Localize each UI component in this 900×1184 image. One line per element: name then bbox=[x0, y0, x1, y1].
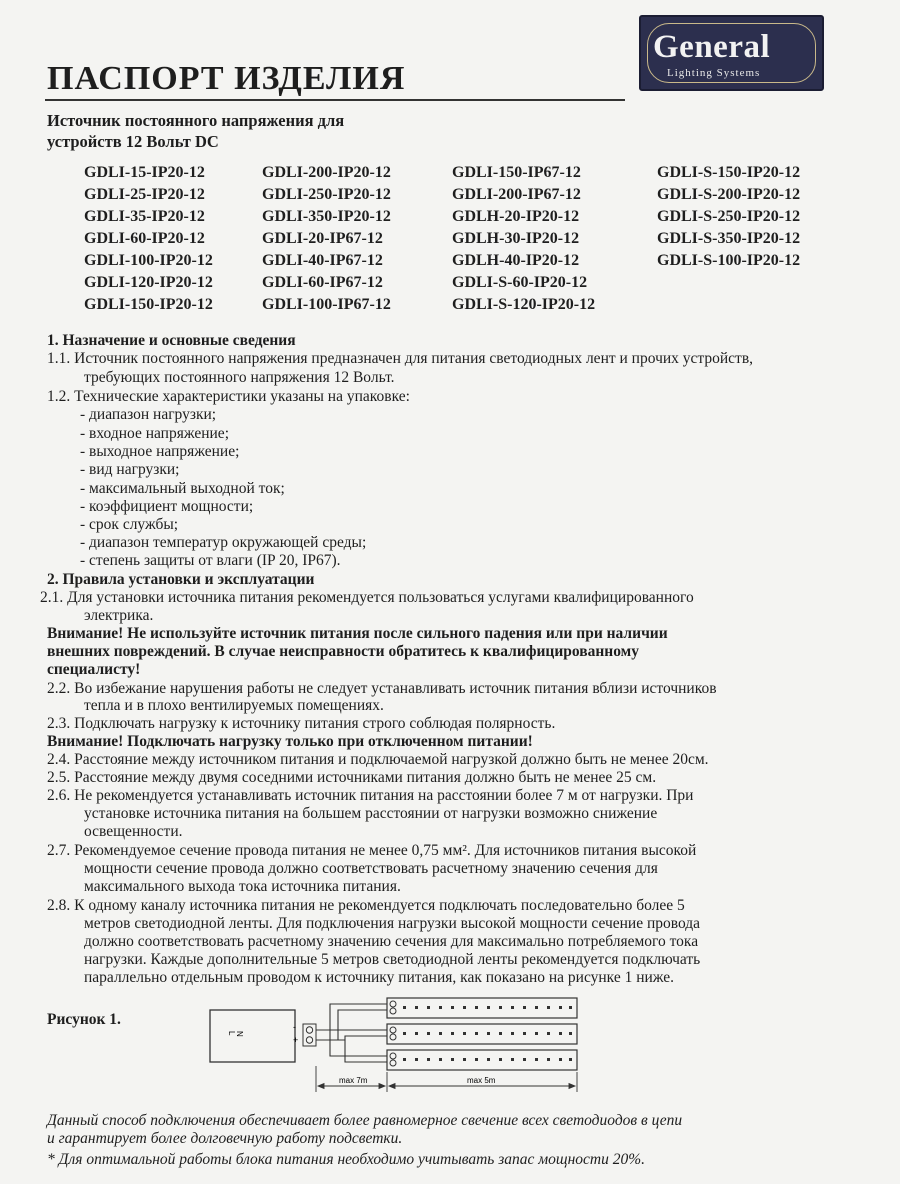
warning-line: Внимание! Не используйте источник питания после сильного падения или при наличии bbox=[47, 625, 668, 642]
footer-note: и гарантирует более долговечную работу подсветки. bbox=[47, 1130, 403, 1147]
model-code: GDLI-60-IP67-12 bbox=[262, 274, 383, 291]
warning-line: внешних повреждений. В случае неисправности обратитесь к квалифицированному bbox=[47, 643, 639, 660]
list-item: - входное напряжение; bbox=[80, 425, 229, 442]
model-column-3 bbox=[452, 162, 595, 316]
model-code: GDLI-15-IP20-12 bbox=[84, 164, 205, 181]
model-code: GDLI-35-IP20-12 bbox=[84, 208, 205, 225]
subtitle-line: устройств 12 Вольт DC bbox=[47, 132, 219, 151]
text-line: 2.4. Расстояние между источником питания и подключаемой нагрузкой должно быть не менее 20см. bbox=[47, 751, 709, 768]
model-code: GDLI-S-200-IP20-12 bbox=[657, 186, 801, 203]
model-code: GDLH-30-IP20-12 bbox=[452, 230, 580, 247]
model-code: GDLH-40-IP20-12 bbox=[452, 252, 580, 269]
text-line: 1.1. Источник постоянного напряжения предназначен для питания светодиодных лент и прочих устройств, bbox=[47, 350, 754, 367]
max-strip-label: max 5m bbox=[467, 1076, 496, 1085]
psu-in-l: L bbox=[227, 1031, 236, 1036]
model-code: GDLI-25-IP20-12 bbox=[84, 186, 205, 203]
psu-in-n: N bbox=[235, 1031, 244, 1037]
model-code: GDLI-S-60-IP20-12 bbox=[452, 274, 588, 291]
model-code: GDLI-150-IP67-12 bbox=[452, 164, 581, 181]
text-line: 2.1. Для установки источника питания рекомендуется пользоваться услугами квалифицированного bbox=[40, 589, 694, 606]
footer-note: Данный способ подключения обеспечивает более равномерное свечение всех светодиодов в цепи bbox=[47, 1112, 683, 1129]
model-code: GDLI-100-IP67-12 bbox=[262, 296, 391, 313]
list-item: - вид нагрузки; bbox=[80, 461, 180, 478]
model-code: GDLI-200-IP20-12 bbox=[262, 164, 391, 181]
subtitle-line: Источник постоянного напряжения для bbox=[47, 111, 345, 130]
psu-out-minus: - bbox=[293, 1022, 296, 1032]
model-code: GDLI-350-IP20-12 bbox=[262, 208, 391, 225]
title-divider bbox=[45, 99, 625, 101]
model-code: GDLI-200-IP67-12 bbox=[452, 186, 581, 203]
model-code: GDLI-60-IP20-12 bbox=[84, 230, 205, 247]
document-title: ПАСПОРТ ИЗДЕЛИЯ bbox=[47, 60, 406, 97]
list-item: - коэффициент мощности; bbox=[80, 498, 254, 515]
wiring-diagram bbox=[205, 996, 595, 1100]
text-line: метров светодиодной ленты. Для подключения нагрузки высокой мощности сечение провода bbox=[84, 915, 701, 932]
model-code: GDLI-100-IP20-12 bbox=[84, 252, 213, 269]
text-line: установке источника питания на большем расстоянии от нагрузки возможно снижение bbox=[84, 805, 658, 822]
text-line: требующих постоянного напряжения 12 Вольт. bbox=[84, 369, 395, 386]
list-item: - диапазон нагрузки; bbox=[80, 406, 217, 423]
text-line: 2.5. Расстояние между двумя соседними источниками питания должно быть не менее 25 см. bbox=[47, 769, 657, 786]
led-dots bbox=[403, 1006, 572, 1061]
model-code: GDLI-20-IP67-12 bbox=[262, 230, 383, 247]
product-subtitle bbox=[47, 110, 344, 152]
text-line: 2.7. Рекомендуемое сечение провода питания не менее 0,75 мм². Для источников питания высокой bbox=[47, 842, 697, 859]
max-wire-label: max 7m bbox=[339, 1076, 368, 1085]
text-line: электрика. bbox=[84, 607, 154, 624]
section-heading: 2. Правила установки и эксплуатации bbox=[47, 571, 315, 588]
section-heading: 1. Назначение и основные сведения bbox=[47, 332, 296, 349]
text-line: нагрузки. Каждые дополнительные 5 метров светодиодной ленты рекомендуется подключать bbox=[84, 951, 701, 968]
brand-logo bbox=[639, 15, 824, 91]
model-code: GDLI-120-IP20-12 bbox=[84, 274, 213, 291]
list-item: - максимальный выходной ток; bbox=[80, 480, 285, 497]
text-line: 1.2. Технические характеристики указаны на упаковке: bbox=[47, 388, 410, 405]
psu-out-plus: + bbox=[293, 1035, 299, 1045]
list-item: - диапазон температур окружающей среды; bbox=[80, 534, 367, 551]
figure-caption: Рисунок 1. bbox=[47, 1011, 121, 1028]
psu-terminal bbox=[303, 1024, 316, 1046]
warning-line: специалисту! bbox=[47, 661, 141, 678]
model-code: GDLH-20-IP20-12 bbox=[452, 208, 580, 225]
logo-word: General bbox=[653, 29, 771, 65]
list-item: - степень защиты от влаги (IP 20, IP67). bbox=[80, 552, 341, 569]
list-item: - выходное напряжение; bbox=[80, 443, 240, 460]
text-line: параллельно отдельным проводом к источнику питания, как показано на рисунке 1 ниже. bbox=[84, 969, 675, 986]
model-column-1 bbox=[84, 162, 213, 316]
model-code: GDLI-40-IP67-12 bbox=[262, 252, 383, 269]
text-line: 2.8. К одному каналу источника питания не рекомендуется подключать последовательно более 5 bbox=[47, 897, 685, 914]
logo-subtitle: Lighting Systems bbox=[667, 67, 761, 79]
text-line: максимального выхода тока источника питания. bbox=[84, 878, 401, 895]
model-column-2 bbox=[262, 162, 391, 316]
model-code: GDLI-250-IP20-12 bbox=[262, 186, 391, 203]
model-code: GDLI-150-IP20-12 bbox=[84, 296, 213, 313]
footer-note: * Для оптимальной работы блока питания необходимо учитывать запас мощности 20%. bbox=[47, 1151, 646, 1168]
model-code: GDLI-S-150-IP20-12 bbox=[657, 164, 801, 181]
model-code: GDLI-S-350-IP20-12 bbox=[657, 230, 801, 247]
text-line: 2.3. Подключать нагрузку к источнику питания строго соблюдая полярность. bbox=[47, 715, 556, 732]
text-line: 2.6. Не рекомендуется устанавливать источник питания на расстоянии более 7 м от нагрузки. При bbox=[47, 787, 694, 804]
psu-box bbox=[210, 1010, 295, 1062]
text-line: освещенности. bbox=[84, 823, 183, 840]
text-line: должно соответствовать расчетному значению сечения для максимально потребляемого тока bbox=[84, 933, 699, 950]
model-column-4 bbox=[657, 162, 800, 272]
model-code: GDLI-S-100-IP20-12 bbox=[657, 252, 801, 269]
model-code: GDLI-S-250-IP20-12 bbox=[657, 208, 801, 225]
model-code: GDLI-S-120-IP20-12 bbox=[452, 296, 596, 313]
wires bbox=[316, 1004, 387, 1062]
text-line: 2.2. Во избежание нарушения работы не следует устанавливать источник питания вблизи источников bbox=[47, 680, 717, 697]
text-line: тепла и в плохо вентилируемых помещениях. bbox=[84, 697, 384, 714]
list-item: - срок службы; bbox=[80, 516, 179, 533]
warning-line: Внимание! Подключать нагрузку только при отключенном питании! bbox=[47, 733, 533, 750]
text-line: мощности сечение провода должно соответствовать расчетному значению сечения для bbox=[84, 860, 658, 877]
